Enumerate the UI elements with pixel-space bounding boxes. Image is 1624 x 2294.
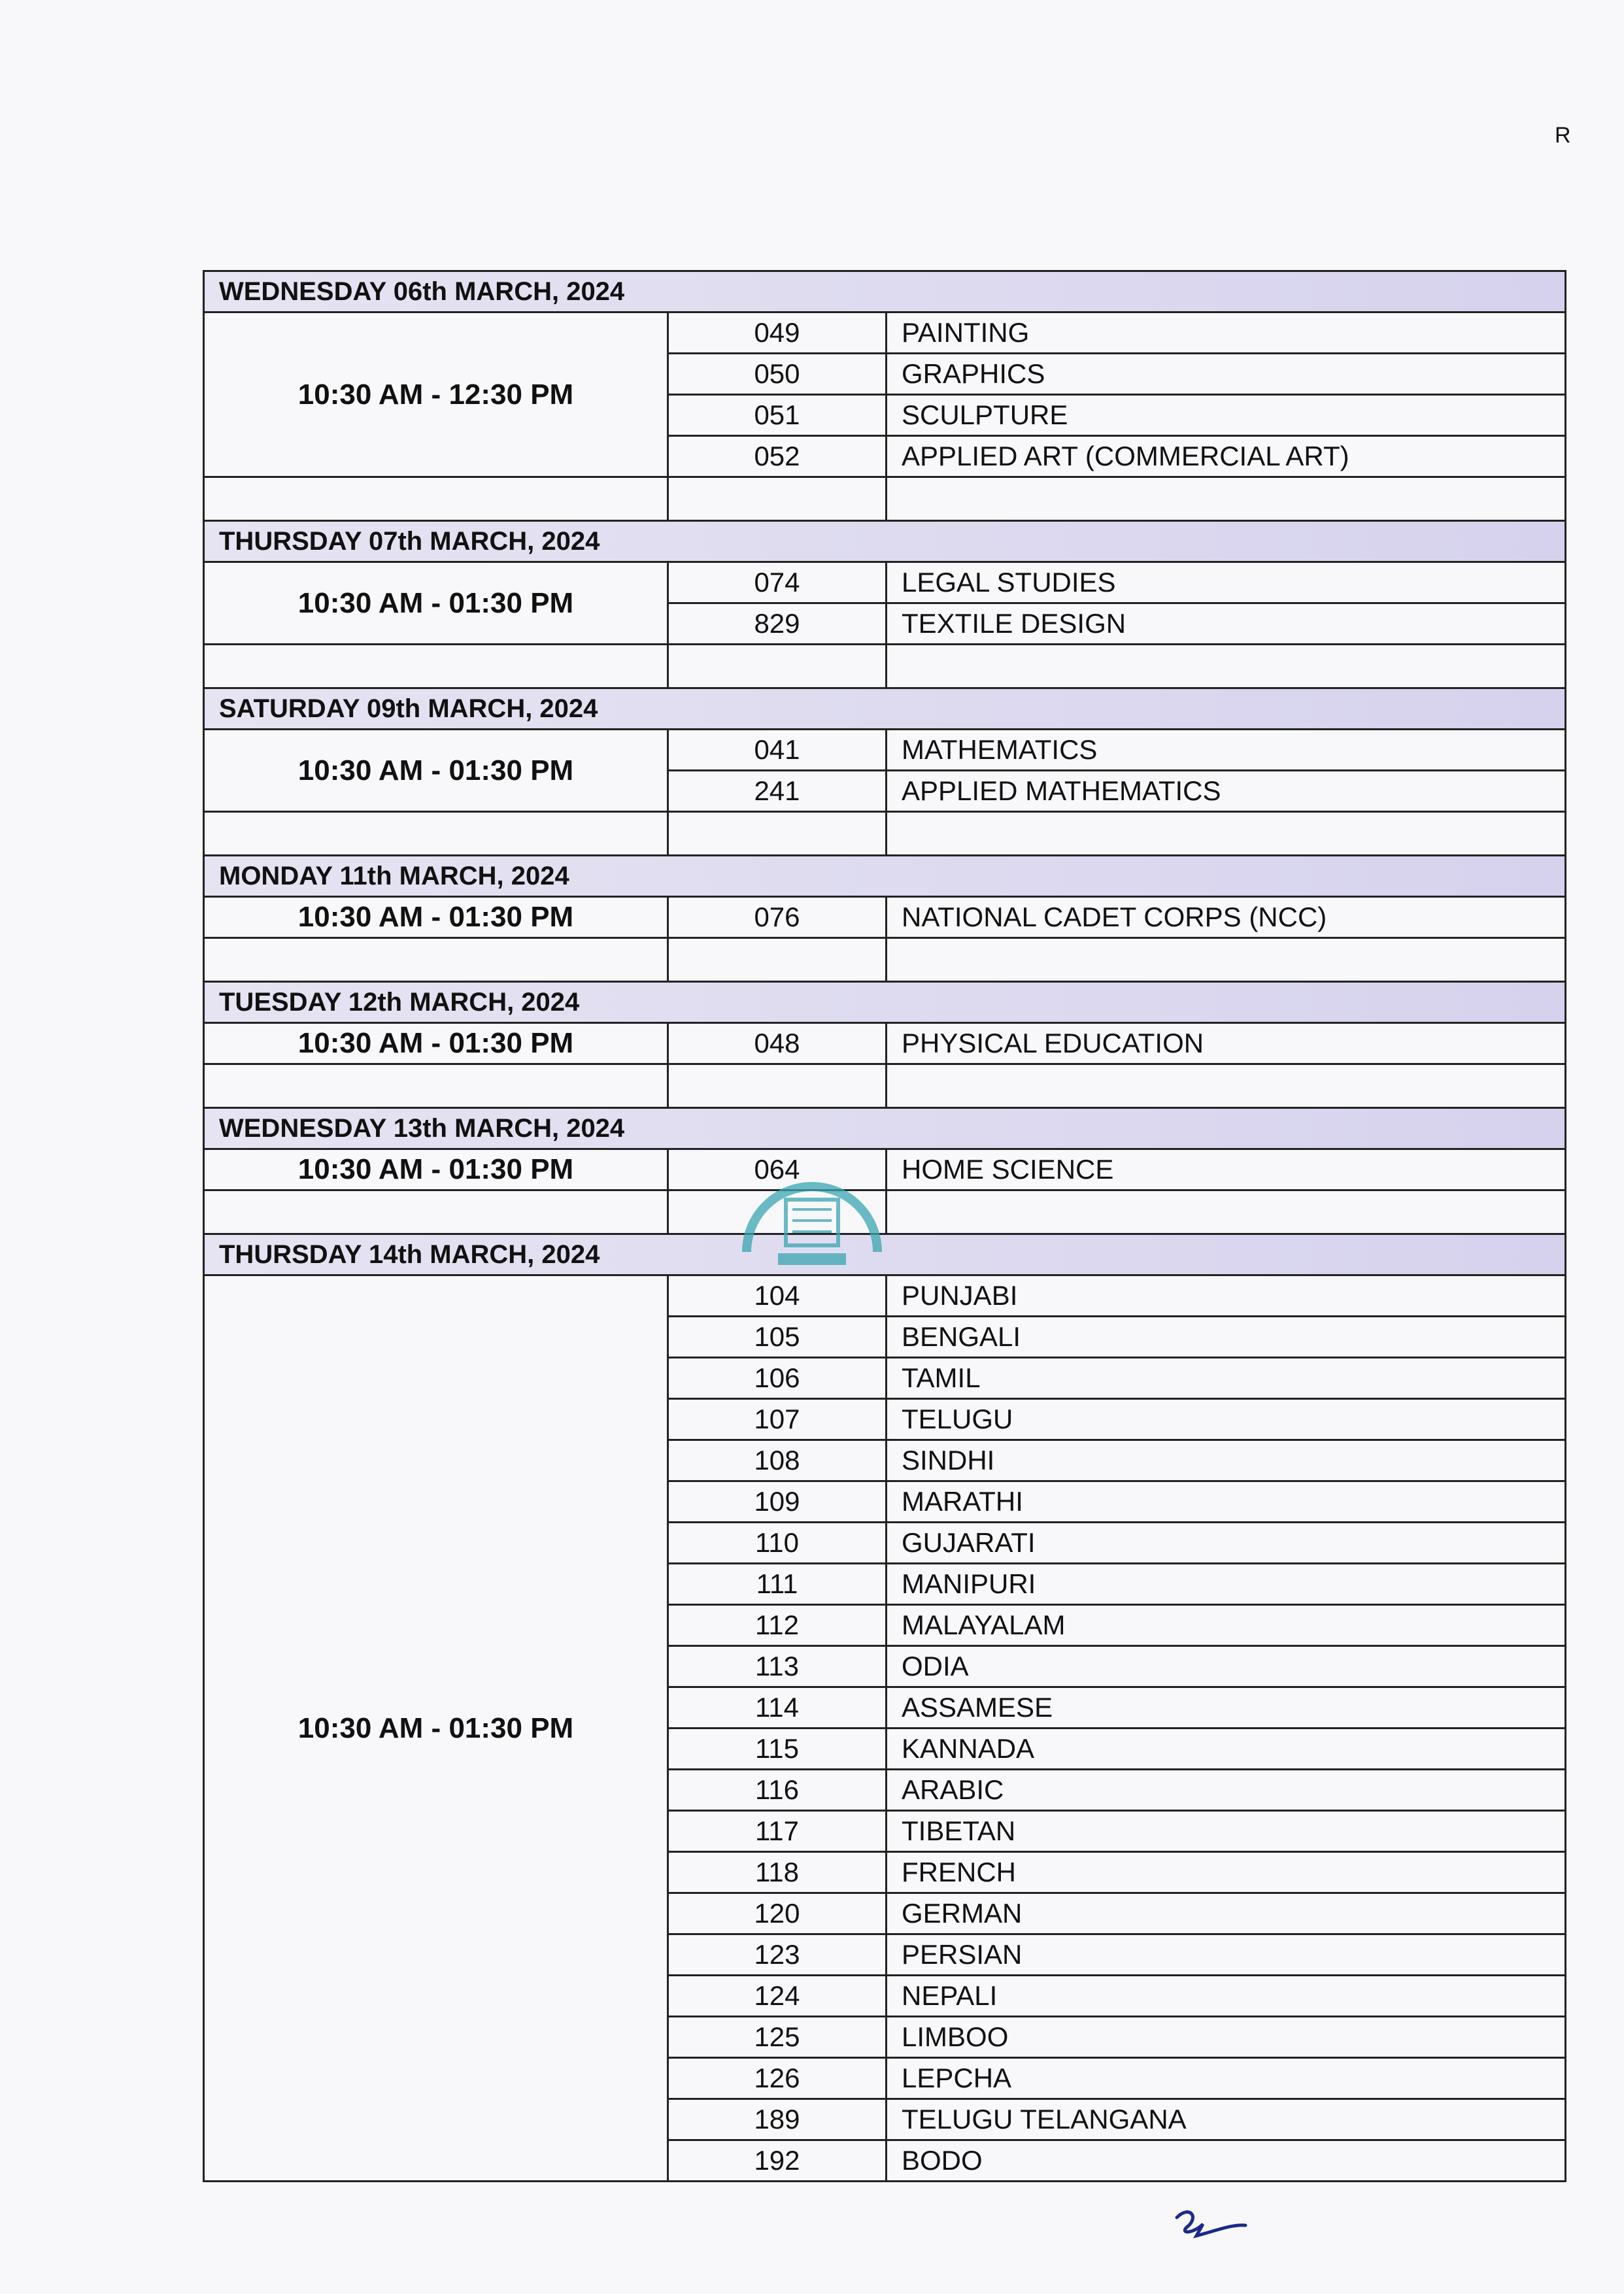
subject-name: MARATHI bbox=[887, 1481, 1566, 1523]
subject-name: BODO bbox=[887, 2140, 1566, 2182]
blank-cell bbox=[668, 1064, 887, 1108]
subject-code: 115 bbox=[668, 1729, 887, 1770]
subject-name: ASSAMESE bbox=[887, 1687, 1566, 1729]
subject-code: 064 bbox=[668, 1149, 887, 1190]
subject-code: 108 bbox=[668, 1440, 887, 1481]
exam-date: WEDNESDAY 13th MARCH, 2024 bbox=[204, 1108, 1566, 1149]
blank-cell bbox=[887, 1190, 1566, 1234]
subject-name: ODIA bbox=[887, 1646, 1566, 1687]
blank-cell bbox=[668, 812, 887, 856]
date-header-row bbox=[204, 1108, 1566, 1149]
subject-code: 124 bbox=[668, 1976, 887, 2017]
subject-name: APPLIED ART (COMMERCIAL ART) bbox=[887, 436, 1566, 477]
subject-code: 117 bbox=[668, 1811, 887, 1852]
exam-time: 10:30 AM - 01:30 PM bbox=[204, 562, 668, 645]
subject-name: GERMAN bbox=[887, 1893, 1566, 1934]
subject-name: SCULPTURE bbox=[887, 395, 1566, 436]
subject-name: LEPCHA bbox=[887, 2058, 1566, 2099]
date-header-row bbox=[204, 521, 1566, 562]
subject-name: NEPALI bbox=[887, 1976, 1566, 2017]
subject-name: TEXTILE DESIGN bbox=[887, 603, 1566, 645]
blank-cell bbox=[204, 645, 668, 688]
subject-name: KANNADA bbox=[887, 1729, 1566, 1770]
subject-name: MALAYALAM bbox=[887, 1605, 1566, 1646]
subject-code: 106 bbox=[668, 1358, 887, 1399]
blank-cell bbox=[887, 812, 1566, 856]
subject-name: HOME SCIENCE bbox=[887, 1149, 1566, 1190]
blank-cell bbox=[204, 1190, 668, 1234]
subject-code: 052 bbox=[668, 436, 887, 477]
subject-code: 051 bbox=[668, 395, 887, 436]
blank-row bbox=[204, 938, 1566, 982]
subject-name: TELUGU TELANGANA bbox=[887, 2099, 1566, 2140]
subject-row bbox=[204, 730, 1566, 771]
board-seal-watermark bbox=[739, 1173, 885, 1265]
subject-code: 074 bbox=[668, 562, 887, 603]
blank-cell bbox=[887, 938, 1566, 982]
subject-code: 048 bbox=[668, 1023, 887, 1064]
signature-mark bbox=[1170, 2204, 1249, 2244]
subject-code: 192 bbox=[668, 2140, 887, 2182]
subject-code: 041 bbox=[668, 730, 887, 771]
subject-name: FRENCH bbox=[887, 1852, 1566, 1893]
page-mark: R bbox=[1555, 123, 1571, 148]
date-header-row bbox=[204, 271, 1566, 312]
subject-name: PHYSICAL EDUCATION bbox=[887, 1023, 1566, 1064]
exam-date: THURSDAY 14th MARCH, 2024 bbox=[204, 1234, 1566, 1275]
subject-name: TAMIL bbox=[887, 1358, 1566, 1399]
exam-time: 10:30 AM - 01:30 PM bbox=[204, 1023, 668, 1064]
exam-time: 10:30 AM - 01:30 PM bbox=[204, 897, 668, 938]
subject-row bbox=[204, 562, 1566, 603]
exam-date: SATURDAY 09th MARCH, 2024 bbox=[204, 688, 1566, 730]
subject-code: 104 bbox=[668, 1275, 887, 1317]
subject-name: LEGAL STUDIES bbox=[887, 562, 1566, 603]
subject-row bbox=[204, 1275, 1566, 1317]
exam-time: 10:30 AM - 01:30 PM bbox=[204, 1149, 668, 1190]
exam-date: TUESDAY 12th MARCH, 2024 bbox=[204, 982, 1566, 1023]
blank-cell bbox=[204, 938, 668, 982]
subject-name: PUNJABI bbox=[887, 1275, 1566, 1317]
exam-date: MONDAY 11th MARCH, 2024 bbox=[204, 856, 1566, 897]
subject-code: 125 bbox=[668, 2017, 887, 2058]
blank-cell bbox=[204, 812, 668, 856]
subject-name: ARABIC bbox=[887, 1770, 1566, 1811]
blank-row bbox=[204, 812, 1566, 856]
subject-name: NATIONAL CADET CORPS (NCC) bbox=[887, 897, 1566, 938]
subject-code: 123 bbox=[668, 1934, 887, 1976]
subject-name: MANIPURI bbox=[887, 1564, 1566, 1605]
subject-code: 116 bbox=[668, 1770, 887, 1811]
subject-code: 118 bbox=[668, 1852, 887, 1893]
subject-name: APPLIED MATHEMATICS bbox=[887, 771, 1566, 812]
subject-name: BENGALI bbox=[887, 1317, 1566, 1358]
blank-row bbox=[204, 1064, 1566, 1108]
date-header-row bbox=[204, 856, 1566, 897]
subject-name: SINDHI bbox=[887, 1440, 1566, 1481]
exam-time: 10:30 AM - 01:30 PM bbox=[204, 1275, 668, 2182]
subject-name: LIMBOO bbox=[887, 2017, 1566, 2058]
subject-name: MATHEMATICS bbox=[887, 730, 1566, 771]
blank-cell bbox=[668, 645, 887, 688]
subject-code: 829 bbox=[668, 603, 887, 645]
blank-cell bbox=[887, 645, 1566, 688]
blank-cell bbox=[204, 1064, 668, 1108]
exam-date: WEDNESDAY 06th MARCH, 2024 bbox=[204, 271, 1566, 312]
subject-row bbox=[204, 897, 1566, 938]
date-header-row bbox=[204, 688, 1566, 730]
subject-code: 105 bbox=[668, 1317, 887, 1358]
date-header-row bbox=[204, 982, 1566, 1023]
subject-name: GRAPHICS bbox=[887, 354, 1566, 395]
subject-code: 241 bbox=[668, 771, 887, 812]
subject-name: GUJARATI bbox=[887, 1523, 1566, 1564]
subject-code: 189 bbox=[668, 2099, 887, 2140]
subject-code: 050 bbox=[668, 354, 887, 395]
subject-code: 110 bbox=[668, 1523, 887, 1564]
subject-code: 126 bbox=[668, 2058, 887, 2099]
blank-row bbox=[204, 645, 1566, 688]
blank-cell bbox=[887, 1064, 1566, 1108]
subject-code: 111 bbox=[668, 1564, 887, 1605]
subject-code: 107 bbox=[668, 1399, 887, 1440]
subject-row bbox=[204, 312, 1566, 354]
exam-time: 10:30 AM - 12:30 PM bbox=[204, 312, 668, 477]
exam-date: THURSDAY 07th MARCH, 2024 bbox=[204, 521, 1566, 562]
blank-cell bbox=[668, 477, 887, 521]
blank-cell bbox=[887, 477, 1566, 521]
subject-row bbox=[204, 1023, 1566, 1064]
subject-code: 114 bbox=[668, 1687, 887, 1729]
subject-name: TIBETAN bbox=[887, 1811, 1566, 1852]
subject-code: 112 bbox=[668, 1605, 887, 1646]
subject-code: 109 bbox=[668, 1481, 887, 1523]
subject-name: TELUGU bbox=[887, 1399, 1566, 1440]
subject-code: 049 bbox=[668, 312, 887, 354]
blank-row bbox=[204, 477, 1566, 521]
exam-time: 10:30 AM - 01:30 PM bbox=[204, 730, 668, 812]
subject-code: 076 bbox=[668, 897, 887, 938]
subject-name: PAINTING bbox=[887, 312, 1566, 354]
blank-cell bbox=[668, 938, 887, 982]
subject-code: 120 bbox=[668, 1893, 887, 1934]
blank-cell bbox=[204, 477, 668, 521]
subject-code: 113 bbox=[668, 1646, 887, 1687]
subject-name: PERSIAN bbox=[887, 1934, 1566, 1976]
